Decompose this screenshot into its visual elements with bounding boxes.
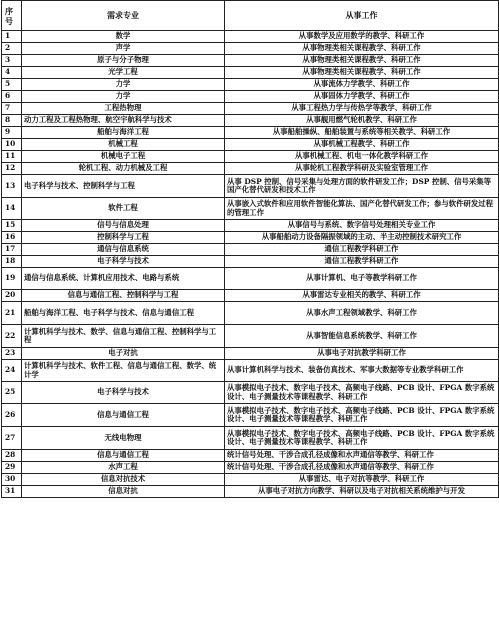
row-number: 12	[2, 163, 22, 175]
work-cell: 从事数学及应用数学的教学、科研工作	[225, 31, 499, 43]
row-number: 16	[2, 232, 22, 244]
table-row	[2, 43, 499, 55]
row-number: 31	[2, 486, 22, 498]
work-cell: 从事船舶动力设备隔振领域的主动、半主动控制技术研究工作	[225, 232, 499, 244]
row-number: 2	[2, 43, 22, 55]
work-cell: 从事机械工程教学、科研工作	[225, 139, 499, 151]
row-number: 26	[2, 404, 22, 427]
table-row	[2, 198, 499, 220]
major-cell: 轮机工程、动力机械及工程	[22, 163, 225, 175]
major-cell: 软件工程	[22, 198, 225, 220]
table-row	[2, 55, 499, 67]
table-row	[2, 67, 499, 79]
row-number: 14	[2, 198, 22, 220]
work-cell: 通信工程教学科研工作	[225, 256, 499, 268]
work-cell: 从事流体力学教学、科研工作	[225, 79, 499, 91]
major-cell: 船舶与海洋工程	[22, 127, 225, 139]
major-cell: 无线电物理	[22, 427, 225, 450]
major-cell: 船舶与海洋工程、电子科学与技术、信息与通信工程	[22, 302, 225, 325]
major-cell: 信息对抗	[22, 486, 225, 498]
work-cell: 从事工程热力学与传热学等教学、科研工作	[225, 103, 499, 115]
row-number: 7	[2, 103, 22, 115]
row-number: 1	[2, 31, 22, 43]
table-row	[2, 127, 499, 139]
work-cell: 从事电子对抗方向教学、科研以及电子对抗相关系统维护与开发	[225, 486, 499, 498]
row-number: 3	[2, 55, 22, 67]
row-number: 28	[2, 450, 22, 462]
major-cell: 光学工程	[22, 67, 225, 79]
row-number: 20	[2, 290, 22, 302]
major-cell: 计算机科学与技术、数学、信息与通信工程、控制科学与工程	[22, 325, 225, 348]
major-cell: 电子对抗	[22, 348, 225, 360]
row-number: 5	[2, 79, 22, 91]
work-cell: 统计信号处理、干涉合成孔径成像和水声通信等教学、科研工作	[225, 450, 499, 462]
major-cell: 动力工程及工程热物理、航空宇航科学与技术	[22, 115, 225, 127]
row-number: 24	[2, 360, 22, 382]
work-cell: 从事轮机工程教学科研及实验室管理工作	[225, 163, 499, 175]
work-cell: 从事雷达专业相关的教学、科研工作	[225, 290, 499, 302]
table-row	[2, 79, 499, 91]
row-number: 23	[2, 348, 22, 360]
work-cell: 从事模拟电子技术、数字电子技术、高频电子线路、PCB 设计、FPGA 数字系统设计、电子测量技术等课程教学、科研工作	[225, 404, 499, 427]
work-cell: 从事舰用燃气轮机教学、科研工作	[225, 115, 499, 127]
table-row	[2, 103, 499, 115]
row-number: 29	[2, 462, 22, 474]
work-cell: 从事雷达、电子对抗等教学、科研工作	[225, 474, 499, 486]
row-number: 22	[2, 325, 22, 348]
row-number: 4	[2, 67, 22, 79]
row-number: 11	[2, 151, 22, 163]
row-number: 19	[2, 268, 22, 290]
table-row	[2, 151, 499, 163]
major-cell: 信息与通信工程	[22, 404, 225, 427]
major-cell: 信息与通信工程	[22, 450, 225, 462]
table-row	[2, 268, 499, 290]
major-cell: 电子科学与技术	[22, 256, 225, 268]
table-row	[2, 91, 499, 103]
work-cell: 从事船舶操纵、船舶装置与系统等相关教学、科研工作	[225, 127, 499, 139]
major-cell: 通信与信息系统、计算机应用技术、电路与系统	[22, 268, 225, 290]
major-cell: 电子科学与技术、控制科学与工程	[22, 175, 225, 198]
major-cell: 原子与分子物理	[22, 55, 225, 67]
work-cell: 从事机械工程、机电一体化教学科研工作	[225, 151, 499, 163]
work-cell: 从事计算机、电子等教学科研工作	[225, 268, 499, 290]
table-row	[2, 427, 499, 450]
major-cell: 力学	[22, 79, 225, 91]
work-cell: 从事模拟电子技术、数字电子技术、高频电子线路、PCB 设计、FPGA 数字系统设计、电子测量技术等课程教学、科研工作	[225, 382, 499, 404]
major-cell: 信息对抗技术	[22, 474, 225, 486]
table-row	[2, 348, 499, 360]
major-cell: 工程热物理	[22, 103, 225, 115]
major-cell: 通信与信息系统	[22, 244, 225, 256]
work-cell: 从事计算机科学与技术、装备仿真技术、军事大数据等专业教学科研工作	[225, 360, 499, 382]
row-number: 25	[2, 382, 22, 404]
major-cell: 机械电子工程	[22, 151, 225, 163]
table-row	[2, 382, 499, 404]
major-cell: 信号与信息处理	[22, 220, 225, 232]
major-cell: 机械工程	[22, 139, 225, 151]
work-cell: 从事电子对抗教学科研工作	[225, 348, 499, 360]
row-number: 18	[2, 256, 22, 268]
table-row	[2, 115, 499, 127]
row-number: 8	[2, 115, 22, 127]
row-number: 6	[2, 91, 22, 103]
table-row	[2, 163, 499, 175]
work-cell: 从事信号与系统、数字信号处理相关专业工作	[225, 220, 499, 232]
table-row	[2, 360, 499, 382]
header-seq: 序号	[2, 1, 22, 31]
work-cell: 从事嵌入式软件和应用软件智能化算法、国产化替代研发工作；参与软件研发过程的管理工作	[225, 198, 499, 220]
table-row	[2, 462, 499, 474]
table-row	[2, 302, 499, 325]
row-number: 9	[2, 127, 22, 139]
major-cell: 控制科学与工程	[22, 232, 225, 244]
major-cell: 数学	[22, 31, 225, 43]
table-row	[2, 474, 499, 486]
table-row	[2, 486, 499, 498]
table-row	[2, 175, 499, 198]
table-row	[2, 325, 499, 348]
row-number: 30	[2, 474, 22, 486]
work-cell: 从事固体力学教学、科研工作	[225, 91, 499, 103]
table-row	[2, 404, 499, 427]
work-cell: 从事智能信息系统教学、科研工作	[225, 325, 499, 348]
work-cell: 从事水声工程领域教学、科研工作	[225, 302, 499, 325]
row-number: 27	[2, 427, 22, 450]
major-cell: 水声工程	[22, 462, 225, 474]
table-row	[2, 139, 499, 151]
table-row	[2, 220, 499, 232]
work-cell: 统计信号处理、干涉合成孔径成像和水声通信等教学、科研工作	[225, 462, 499, 474]
table-row	[2, 31, 499, 43]
table-row	[2, 290, 499, 302]
work-cell: 从事模拟电子技术、数字电子技术、高频电子线路、PCB 设计、FPGA 数字系统设计、电子测量技术等课程教学、科研工作	[225, 427, 499, 450]
row-number: 17	[2, 244, 22, 256]
row-number: 21	[2, 302, 22, 325]
work-cell: 从事 DSP 控制、信号采集与处理方面的软件研发工作；DSP 控制、信号采集等国产化替代研发和技术工作	[225, 175, 499, 198]
major-cell: 声学	[22, 43, 225, 55]
major-cell: 计算机科学与技术、软件工程、信息与通信工程、数学、统计学	[22, 360, 225, 382]
work-cell: 从事物理类相关课程教学、科研工作	[225, 67, 499, 79]
row-number: 15	[2, 220, 22, 232]
row-number: 10	[2, 139, 22, 151]
row-number: 13	[2, 175, 22, 198]
major-cell: 电子科学与技术	[22, 382, 225, 404]
major-cell: 信息与通信工程、控制科学与工程	[22, 290, 225, 302]
major-cell: 力学	[22, 91, 225, 103]
header-major: 需求专业	[22, 1, 225, 31]
table-row	[2, 450, 499, 462]
work-cell: 从事物理类相关课程教学、科研工作	[225, 43, 499, 55]
work-cell: 通信工程教学科研工作	[225, 244, 499, 256]
table-row	[2, 244, 499, 256]
recruitment-table	[1, 0, 499, 498]
table-row	[2, 232, 499, 244]
table-header-row	[2, 1, 499, 31]
work-cell: 从事物理类相关课程教学、科研工作	[225, 55, 499, 67]
table-row	[2, 256, 499, 268]
header-work: 从事工作	[225, 1, 499, 31]
